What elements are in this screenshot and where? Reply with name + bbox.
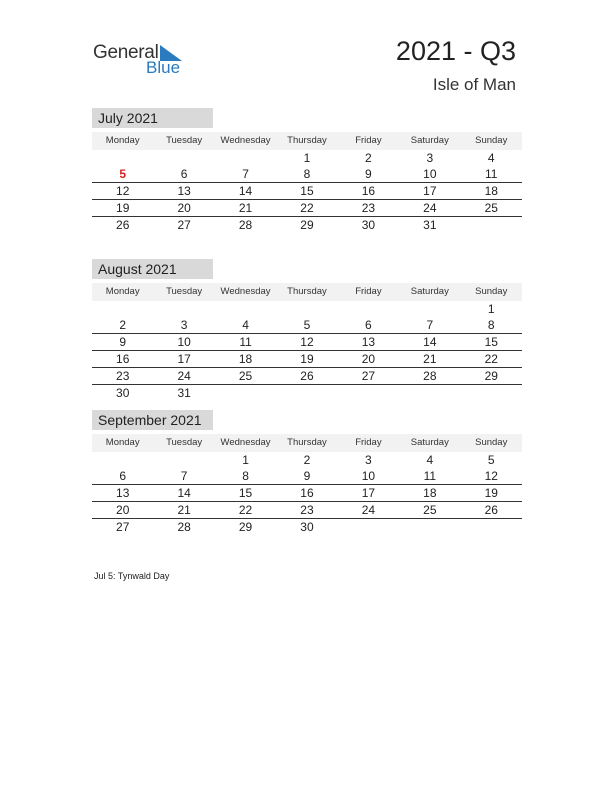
day-cell: 26 xyxy=(300,369,314,383)
day-cell: 10 xyxy=(177,335,191,349)
day-cell: 25 xyxy=(238,369,253,383)
day-cell: 8 xyxy=(242,469,249,483)
day-cell: 22 xyxy=(238,503,253,517)
weekday-label: Saturday xyxy=(410,286,449,297)
day-cell: 7 xyxy=(180,469,188,483)
weekday-label: Thursday xyxy=(287,437,327,448)
day-cell: 27 xyxy=(177,218,191,232)
day-cell: 1 xyxy=(487,302,495,316)
day-cell: 3 xyxy=(180,318,188,332)
day-cell: 4 xyxy=(487,151,495,165)
week-row xyxy=(92,217,522,233)
weekday-label: Friday xyxy=(355,286,382,297)
day-cell: 26 xyxy=(116,218,130,232)
weekday-label: Monday xyxy=(105,437,140,448)
day-cell: 30 xyxy=(300,520,314,534)
day-cell: 12 xyxy=(116,184,130,198)
day-cell: 29 xyxy=(484,369,498,383)
day-cell: 23 xyxy=(361,201,376,215)
month-title: July 2021 xyxy=(92,108,213,128)
day-cell: 23 xyxy=(300,503,314,517)
day-cell xyxy=(215,301,276,317)
month-title: August 2021 xyxy=(92,259,213,279)
day-cell: 29 xyxy=(300,218,314,232)
day-cell xyxy=(338,385,399,401)
day-cell: 11 xyxy=(239,335,252,349)
day-cell: 2 xyxy=(119,318,127,332)
week-row xyxy=(92,351,522,368)
day-cell: 25 xyxy=(423,503,437,517)
day-cell: 22 xyxy=(484,352,498,366)
day-cell: 10 xyxy=(361,469,376,483)
day-cell: 4 xyxy=(426,453,434,467)
month-grid xyxy=(92,150,522,233)
week-row xyxy=(92,519,522,535)
day-cell: 25 xyxy=(484,201,498,215)
day-cell: 14 xyxy=(177,486,191,500)
weekday-label: Thursday xyxy=(287,135,327,146)
day-cell: 27 xyxy=(361,369,376,383)
weekday-label: Wednesday xyxy=(220,135,271,146)
week-row xyxy=(92,368,522,385)
day-cell: 1 xyxy=(303,151,311,165)
week-row xyxy=(92,385,522,401)
day-cell: 15 xyxy=(300,184,314,198)
weekday-label: Tuesday xyxy=(166,437,203,448)
day-cell: 2 xyxy=(365,151,372,165)
weekday-label: Wednesday xyxy=(220,286,271,297)
day-cell: 11 xyxy=(485,167,498,181)
day-cell: 18 xyxy=(423,486,437,500)
day-cell: 21 xyxy=(423,352,437,366)
day-cell: 13 xyxy=(361,335,376,349)
weekday-label: Saturday xyxy=(410,135,449,146)
day-cell: 9 xyxy=(365,167,372,181)
day-cell xyxy=(399,519,460,535)
month-title: September 2021 xyxy=(92,410,213,430)
day-cell: 31 xyxy=(177,386,191,400)
day-cell xyxy=(215,150,276,166)
page-title: 2021 - Q3 xyxy=(395,36,516,66)
day-cell: 14 xyxy=(423,335,437,349)
day-cell: 4 xyxy=(242,318,249,332)
weekday-label: Monday xyxy=(105,286,140,297)
day-cell: 18 xyxy=(484,184,498,198)
day-cell: 8 xyxy=(303,167,311,181)
day-cell: 20 xyxy=(361,352,376,366)
day-cell: 13 xyxy=(177,184,191,198)
week-row xyxy=(92,502,522,519)
day-cell: 29 xyxy=(238,520,253,534)
weekday-label: Monday xyxy=(105,135,140,146)
day-cell: 6 xyxy=(180,167,188,181)
week-row xyxy=(92,301,522,317)
day-cell: 17 xyxy=(423,184,437,198)
day-cell: 17 xyxy=(361,486,376,500)
day-cell: 12 xyxy=(484,469,498,483)
day-cell: 28 xyxy=(423,369,437,383)
day-cell: 5 xyxy=(303,318,311,332)
weekday-label: Sunday xyxy=(475,135,508,146)
generalblue-logo xyxy=(93,40,193,80)
week-row xyxy=(92,183,522,200)
day-cell xyxy=(92,452,153,468)
day-cell: 16 xyxy=(361,184,376,198)
month-block-september xyxy=(92,410,522,535)
week-row xyxy=(92,150,522,166)
day-cell xyxy=(276,301,337,317)
day-cell: 12 xyxy=(300,335,314,349)
day-cell xyxy=(461,519,522,535)
day-cell: 24 xyxy=(177,369,191,383)
day-cell: 24 xyxy=(361,503,376,517)
day-cell xyxy=(153,150,214,166)
weekday-header xyxy=(92,283,522,301)
day-cell: 7 xyxy=(426,318,434,332)
day-cell: 6 xyxy=(365,318,372,332)
holiday-day-cell: 5 xyxy=(119,167,127,181)
holiday-note: Jul 5: Tynwald Day xyxy=(94,571,170,581)
day-cell: 15 xyxy=(484,335,498,349)
week-row xyxy=(92,317,522,334)
week-row xyxy=(92,468,522,485)
day-cell: 18 xyxy=(238,352,253,366)
day-cell: 16 xyxy=(300,486,314,500)
day-cell: 26 xyxy=(484,503,498,517)
week-row xyxy=(92,334,522,351)
day-cell xyxy=(215,385,276,401)
day-cell xyxy=(399,385,460,401)
weekday-label: Thursday xyxy=(287,286,327,297)
day-cell: 27 xyxy=(116,520,130,534)
weekday-label: Tuesday xyxy=(166,286,203,297)
region-label: Isle of Man xyxy=(432,75,516,94)
day-cell: 31 xyxy=(423,218,437,232)
day-cell: 21 xyxy=(177,503,191,517)
day-cell xyxy=(153,301,214,317)
day-cell xyxy=(276,385,337,401)
day-cell: 16 xyxy=(116,352,130,366)
day-cell: 20 xyxy=(116,503,130,517)
day-cell xyxy=(153,452,214,468)
day-cell xyxy=(461,217,522,233)
week-row xyxy=(92,200,522,217)
day-cell xyxy=(92,150,153,166)
day-cell: 28 xyxy=(177,520,191,534)
day-cell: 6 xyxy=(119,469,127,483)
weekday-label: Sunday xyxy=(475,437,508,448)
day-cell: 10 xyxy=(423,167,437,181)
day-cell: 24 xyxy=(423,201,437,215)
week-row xyxy=(92,485,522,502)
weekday-label: Friday xyxy=(355,437,382,448)
day-cell: 9 xyxy=(303,469,311,483)
week-row xyxy=(92,166,522,183)
day-cell: 20 xyxy=(177,201,191,215)
day-cell xyxy=(461,385,522,401)
day-cell: 3 xyxy=(365,453,372,467)
day-cell xyxy=(399,301,460,317)
day-cell: 9 xyxy=(119,335,127,349)
weekday-label: Friday xyxy=(355,135,382,146)
day-cell: 3 xyxy=(426,151,434,165)
month-grid xyxy=(92,301,522,401)
logo-blue-text: Blue xyxy=(146,58,181,77)
weekday-header xyxy=(92,434,522,452)
day-cell: 21 xyxy=(238,201,253,215)
day-cell: 5 xyxy=(487,453,495,467)
day-cell: 15 xyxy=(238,486,253,500)
month-grid xyxy=(92,452,522,535)
day-cell: 14 xyxy=(238,184,253,198)
day-cell: 28 xyxy=(238,218,253,232)
day-cell: 22 xyxy=(300,201,314,215)
logo-general-text: General xyxy=(93,42,159,63)
day-cell: 11 xyxy=(423,469,437,483)
day-cell: 30 xyxy=(116,386,130,400)
day-cell xyxy=(338,301,399,317)
day-cell: 23 xyxy=(116,369,130,383)
day-cell: 13 xyxy=(116,486,130,500)
weekday-label: Saturday xyxy=(410,437,449,448)
day-cell: 17 xyxy=(177,352,191,366)
month-block-august xyxy=(92,259,522,401)
week-row xyxy=(92,452,522,468)
day-cell: 19 xyxy=(116,201,130,215)
day-cell: 2 xyxy=(303,453,311,467)
weekday-label: Sunday xyxy=(475,286,508,297)
month-block-july xyxy=(92,108,522,233)
day-cell: 30 xyxy=(361,218,376,232)
day-cell: 7 xyxy=(242,167,249,181)
day-cell xyxy=(92,301,153,317)
weekday-label: Wednesday xyxy=(220,437,271,448)
weekday-label: Tuesday xyxy=(166,135,203,146)
day-cell: 19 xyxy=(300,352,314,366)
day-cell xyxy=(338,519,399,535)
day-cell: 19 xyxy=(484,486,498,500)
day-cell: 8 xyxy=(487,318,495,332)
day-cell: 1 xyxy=(242,453,249,467)
weekday-header xyxy=(92,132,522,150)
